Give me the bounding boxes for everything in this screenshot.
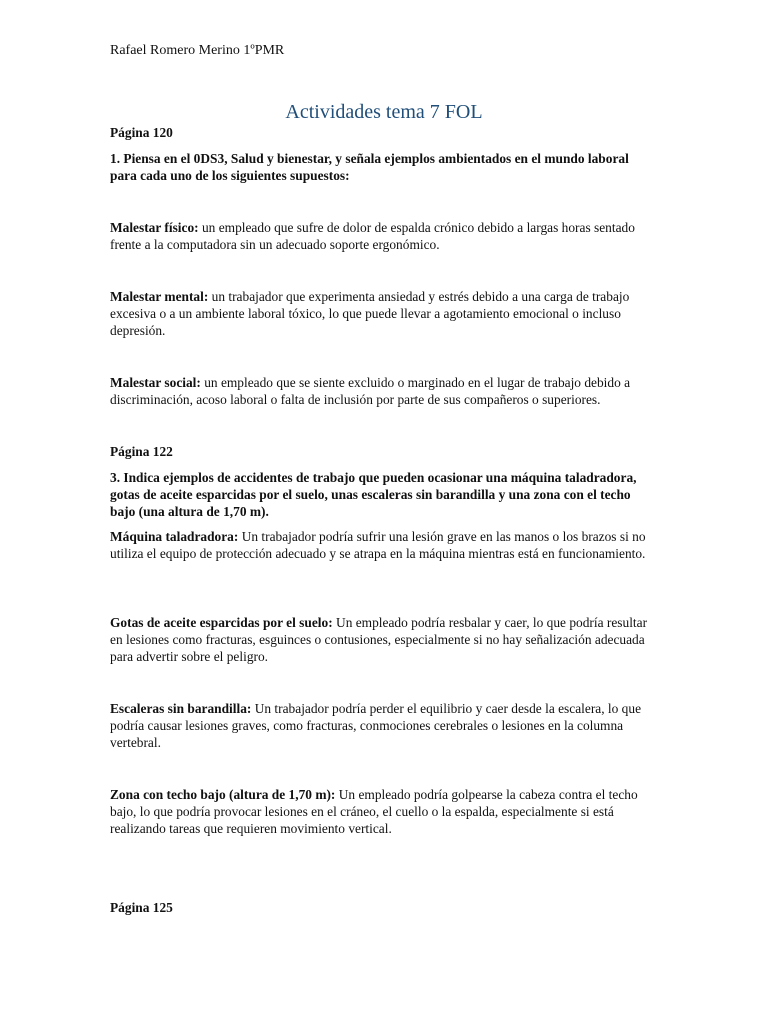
question-1: 1. Piensa en el 0DS3, Salud y bienestar, y señala ejemplos ambientados en el mundo laboral para cada uno de los siguientes supuestos: — [110, 151, 629, 183]
document-title: Actividades tema 7 FOL — [285, 101, 483, 123]
page-label-122: Página 122 — [110, 444, 173, 459]
answer-techo-bajo — [110, 786, 658, 837]
answer-gotas-aceite — [110, 614, 658, 665]
answer-text: un empleado que se siente excluido o marginado en el lugar de trabajo debido a discriminación, acoso laboral o falta de inclusión por parte de sus compañeros o superiores. — [110, 375, 631, 407]
answer-label: Malestar físico: — [110, 220, 199, 235]
page-label-125: Página 125 — [110, 900, 173, 915]
answer-text: Un empleado podría resbalar y caer, lo que podría resultar en lesiones como fracturas, esguinces o contusiones, especialmente si no hay señalización adecuada para advertir sobre el peligro. — [110, 615, 648, 664]
answer-label: Malestar mental: — [110, 289, 209, 304]
answer-label: Gotas de aceite esparcidas por el suelo: — [110, 615, 333, 630]
answer-label: Escaleras sin barandilla: — [110, 701, 252, 716]
answer-text: un trabajador que experimenta ansiedad y estrés debido a una carga de trabajo excesiva o a un ambiente laboral tóxico, lo que puede llevar a agotamiento emocional o incluso depresión. — [110, 289, 630, 338]
answer-text: Un empleado podría golpearse la cabeza contra el techo bajo, lo que podría provocar lesiones en el cráneo, el cuello o la espalda, especialmente si está realizando tareas que requieren movimiento vertical. — [110, 787, 638, 836]
question-3: 3. Indica ejemplos de accidentes de trabajo que pueden ocasionar una máquina taladradora, gotas de aceite esparcidas por el suelo, unas escaleras sin barandilla y una zona con el techo bajo (una altura de 1,70 m). — [110, 470, 637, 519]
answer-malestar-mental — [110, 288, 658, 339]
answer-escaleras — [110, 700, 658, 751]
answer-label: Máquina taladradora: — [110, 529, 239, 544]
author-line: Rafael Romero Merino 1ºPMR — [110, 43, 285, 58]
page-label-120: Página 120 — [110, 125, 173, 140]
answer-text: Un trabajador podría sufrir una lesión grave en las manos o los brazos si no utiliza el equipo de protección adecuado y se atrapa en la máquina mientras está en funcionamiento. — [110, 529, 646, 561]
answer-malestar-social — [110, 374, 658, 408]
answer-label: Zona con techo bajo (altura de 1,70 m): — [110, 787, 336, 802]
answer-text: Un trabajador podría perder el equilibrio y caer desde la escalera, lo que podría causar lesiones graves, como fracturas, conmociones cerebrales o lesiones en la columna vertebral. — [110, 701, 642, 750]
answer-malestar-fisico — [110, 219, 658, 253]
answer-maquina-taladradora — [110, 528, 658, 562]
answer-label: Malestar social: — [110, 375, 201, 390]
answer-text: un empleado que sufre de dolor de espalda crónico debido a largas horas sentado frente a la computadora sin un adecuado soporte ergonómico. — [110, 220, 635, 252]
